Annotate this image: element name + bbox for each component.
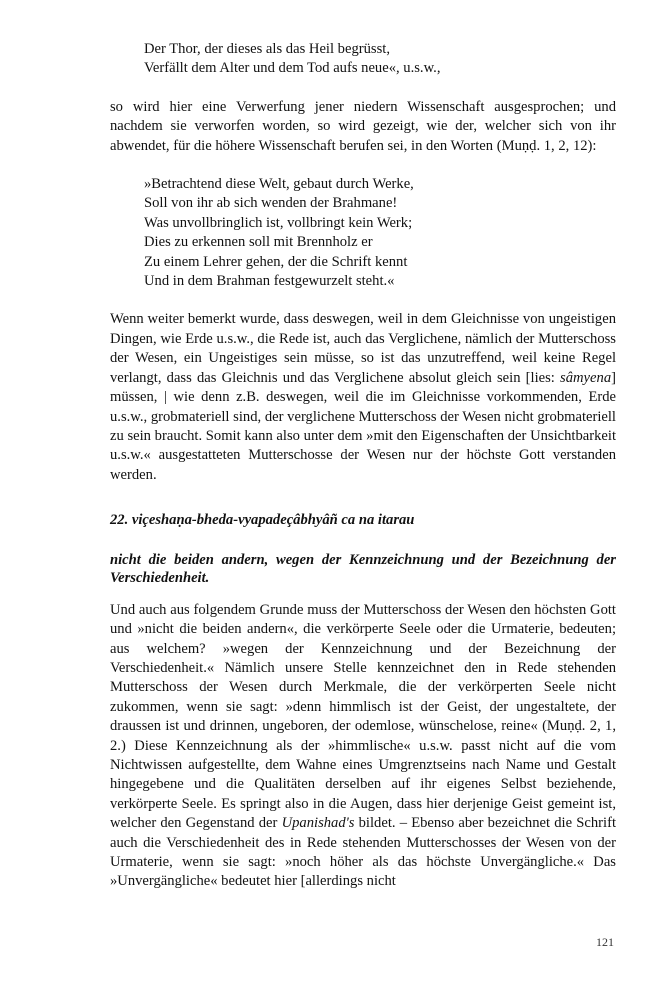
paragraph-2-text-cont: ] müssen, | wie denn z.B. deswegen, weil die im Gleichnisse vorkommenden, Erde u.s.w., grobmateriell sind, der verglichene Mutterschoss der Wesen nicht grobmateriell zu sein braucht. Somit kann also unter dem »mit den Eigenschaften der Unsichtbarkeit u.s.w.« ausgestatteten Mutterschosse der Wesen nur der höchste Gott verstanden werden. — [110, 369, 616, 483]
verse-line: Dies zu erkennen soll mit Brennholz er — [144, 234, 373, 251]
page-number: 121 — [596, 935, 614, 949]
paragraph-3-text: Und auch aus folgendem Grunde muss der Mutterschoss der Wesen den höchsten Gott und »nicht die beiden andern«, die verkörperte Seele oder die Urmaterie, bedeuten; aus welchem? »wegen der Kennzeichnung und der Bezeichnung der Verschiedenheit.« Nämlich unsere Stelle kennzeichnet den in Rede stehenden Mutterschoss der Wesen durch Merkmale, die der verkörperten Seele nicht zukommen, wenn sie sagt: »denn himmlisch ist der Geist, der ungestaltete, der draussen ist und drinnen, ungeboren, der odemlose, wünschelose, reine« (Muṇḍ. 2, 1, 2.) Diese Kennzeichnung als der »himmlische« u.s.w. passt nicht auf die vom Nichtwissen aufgestellte, dem Wahne eines Umgrenztseins nach Name und Gestalt hingegebene und die Qualitäten derselben auf ihr eigenes Selbst beziehende, verkörperte Seele. Es springt also in die Augen, dass hier derjenige Geist gemeint ist, welcher den Gegenstand der — [110, 601, 616, 832]
verse-line: Der Thor, der dieses als das Heil begrüsst, — [144, 41, 390, 57]
paragraph-2-italic: sâmyena — [560, 369, 612, 386]
paragraph-2 — [110, 310, 616, 485]
verse-line: »Betrachtend diese Welt, gebaut durch Werke, — [144, 176, 414, 193]
verse-line: Zu einem Lehrer gehen, der die Schrift kennt — [144, 253, 408, 270]
verse-block-1 — [110, 40, 616, 79]
verse-line: Und in dem Brahman festgewurzelt steht.« — [144, 273, 395, 290]
paragraph-2-text: Wenn weiter bemerkt wurde, dass deswegen, weil in dem Gleichnisse von ungeistigen Dingen, wie Erde u.s.w., die Rede ist, auch das Verglichene, nämlich der Mutterschoss der Wesen, ein Ungeistiges sein müsse, so ist das unzutreffend, weil keine Regel verlangt, dass das Gleichnis und das Verglichene absolut gleich sein [lies: — [110, 311, 616, 386]
paragraph-3-italic: Upanishad's — [281, 815, 355, 832]
verse-block-2 — [110, 175, 616, 291]
paragraph-3 — [110, 601, 616, 892]
document-page — [110, 40, 616, 892]
sutra-translation: nicht die beiden andern, wegen der Kennzeichnung und der Bezeichnung der Verschiedenheit. — [110, 551, 616, 587]
paragraph-3-text-cont: bildet. – Ebenso aber bezeichnet die Schrift auch die Verschiedenheit des in Rede stehenden Mutterschosses der Wesen von der Urmaterie, wenn sie sagt: »noch höher als das höchste Unvergängliche.« Das »Unvergängliche« bedeutet hier [allerdings nicht — [110, 815, 617, 890]
verse-line: Soll von ihr ab sich wenden der Brahmane! — [144, 195, 398, 212]
verse-line: Was unvollbringlich ist, vollbringt kein Werk; — [144, 214, 413, 231]
verse-line: Verfällt dem Alter und dem Tod aufs neue«, u.s.w., — [144, 60, 441, 77]
sutra-title: 22. viçeshaṇa-bheda-vyapadeçâbhyâñ ca na itarau — [110, 512, 415, 529]
paragraph-1: so wird hier eine Verwerfung jener niedern Wissenschaft ausgesprochen; und nachdem sie verworfen worden, so wird gezeigt, wie der, welcher sich von ihr abwendet, für die höhere Wissenschaft berufen sei, in den Worten (Muṇḍ. 1, 2, 12): — [110, 98, 616, 154]
